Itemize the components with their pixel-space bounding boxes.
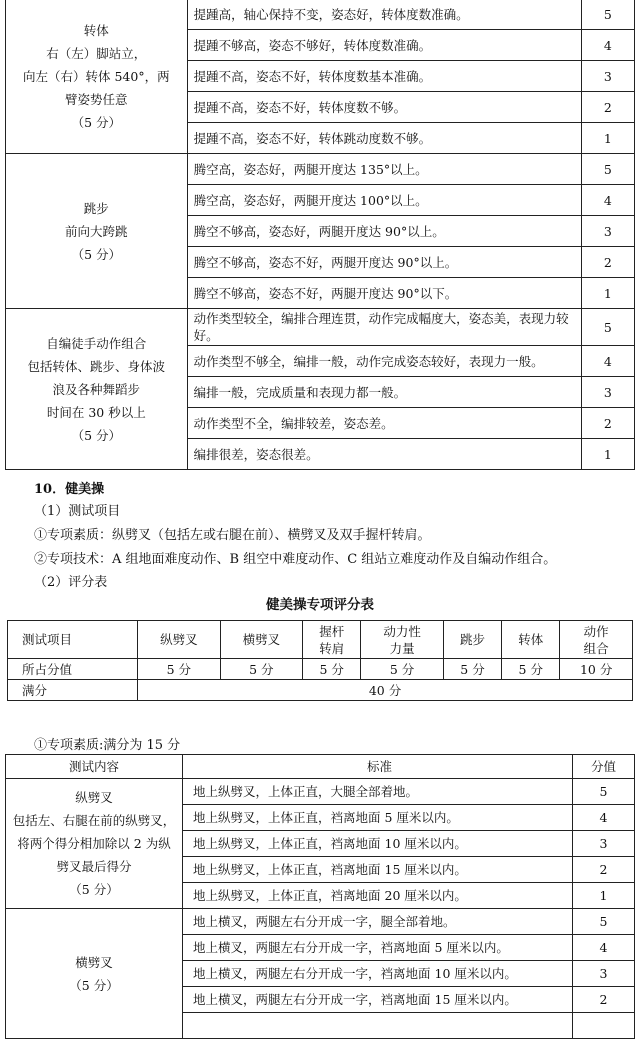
criteria-cell: 地上横叉，两腿左右分开成一字，腿全部着地。 — [183, 909, 573, 935]
criteria-cell: 地上纵劈叉，上体正直，裆离地面 10 厘米以内。 — [183, 831, 573, 857]
table-title: 健美操专项评分表 — [266, 597, 374, 613]
score-cell: 5 — [581, 0, 634, 30]
row-label: 所占分值 — [8, 659, 138, 680]
value-cell: 5 分 — [303, 659, 361, 680]
criteria-cell: 腾空高，姿态好，两腿开度达 100°以上。 — [187, 185, 581, 216]
special-quality-table — [5, 754, 635, 1039]
header-cell: 纵劈叉 — [138, 621, 221, 659]
score-cell: 3 — [573, 961, 635, 987]
score-cell: 4 — [573, 935, 635, 961]
category-cell: 纵劈叉 包括左、右腿在前的纵劈叉， 将两个得分相加除以 2 为纵 劈叉最后得分 （5 分） — [6, 779, 183, 909]
header-cell: 分值 — [573, 755, 635, 779]
criteria-cell: 地上横叉，两腿左右分开成一字，裆离地面 5 厘米以内。 — [183, 935, 573, 961]
category-cell: 自编徒手动作组合 包括转体、跳步、身体波 浪及各种舞蹈步 时间在 30 秒以上 （5 分） — [6, 309, 188, 470]
criteria-cell: 动作类型不全，编排较差，姿态差。 — [187, 408, 581, 439]
criteria-cell: 腾空不够高，姿态好，两腿开度达 90°以上。 — [187, 216, 581, 247]
score-cell: 2 — [581, 408, 634, 439]
criteria-cell: 编排很差，姿态很差。 — [187, 439, 581, 470]
category-cell: 横劈叉 （5 分） — [6, 909, 183, 1039]
special-quality-title: ①专项素质:满分为 15 分 — [34, 738, 181, 753]
criteria-cell: 地上纵劈叉，上体正直，裆离地面 20 厘米以内。 — [183, 883, 573, 909]
value-cell: 5 分 — [502, 659, 560, 680]
criteria-cell: 提踵不够高，姿态不够好，转体度数准确。 — [187, 30, 581, 61]
header-cell: 动力性 力量 — [361, 621, 444, 659]
header-cell: 测试内容 — [6, 755, 183, 779]
score-cell: 3 — [581, 377, 634, 408]
score-cell: 5 — [573, 779, 635, 805]
score-cell: 4 — [581, 30, 634, 61]
score-cell: 2 — [581, 247, 634, 278]
section-heading: 10．健美操 — [34, 482, 105, 497]
criteria-cell: 地上纵劈叉，上体正直，裆离地面 15 厘米以内。 — [183, 857, 573, 883]
score-cell: 3 — [573, 831, 635, 857]
header-cell: 横劈叉 — [220, 621, 303, 659]
criteria-cell: 地上横叉，两腿左右分开成一字，裆离地面 15 厘米以内。 — [183, 987, 573, 1013]
score-cell: 2 — [573, 857, 635, 883]
value-cell: 10 分 — [560, 659, 633, 680]
score-cell: 1 — [581, 123, 634, 154]
category-cell: 跳步 前向大跨跳 （5 分） — [6, 154, 188, 309]
header-cell: 动作 组合 — [560, 621, 633, 659]
total-value: 40 分 — [138, 680, 633, 701]
criteria-cell: 地上纵劈叉，上体正直，裆离地面 5 厘米以内。 — [183, 805, 573, 831]
score-cell: 2 — [573, 987, 635, 1013]
criteria-cell: 提踵高，轴心保持不变，姿态好，转体度数准确。 — [187, 0, 581, 30]
value-cell: 5 分 — [361, 659, 444, 680]
skill-scoring-table — [5, 0, 635, 470]
score-cell: 5 — [581, 154, 634, 185]
criteria-cell: 提踵不高，姿态不好，转体度数不够。 — [187, 92, 581, 123]
score-cell: 2 — [581, 92, 634, 123]
value-cell: 5 分 — [443, 659, 501, 680]
header-cell: 跳步 — [443, 621, 501, 659]
score-cell: 1 — [581, 439, 634, 470]
score-cell: 3 — [581, 216, 634, 247]
subsection-score-table: （2）评分表 — [34, 575, 108, 590]
score-cell: 3 — [581, 61, 634, 92]
score-cell — [573, 1013, 635, 1039]
criteria-cell: 提踵不高，姿态不好，转体跳动度数不够。 — [187, 123, 581, 154]
value-cell: 5 分 — [220, 659, 303, 680]
header-cell: 转体 — [502, 621, 560, 659]
criteria-cell: 地上纵劈叉，上体正直，大腿全部着地。 — [183, 779, 573, 805]
criteria-cell: 动作类型较全，编排合理连贯，动作完成幅度大，姿态美，表现力较好。 — [187, 309, 581, 346]
score-weight-table — [7, 620, 633, 701]
criteria-cell — [183, 1013, 573, 1039]
score-cell: 5 — [573, 909, 635, 935]
criteria-cell: 动作类型不够全，编排一般，动作完成姿态较好，表现力一般。 — [187, 346, 581, 377]
category-cell: 转体 右（左）脚站立， 向左（右）转体 540°，两 臂姿势任意 （5 分） — [6, 0, 188, 154]
score-cell: 4 — [581, 346, 634, 377]
criteria-cell: 腾空不够高，姿态不好，两腿开度达 90°以下。 — [187, 278, 581, 309]
subsection-test-items: （1）测试项目 — [34, 504, 121, 519]
header-cell: 测试项目 — [8, 621, 138, 659]
value-cell: 5 分 — [138, 659, 221, 680]
item-special-technique: ②专项技术：A 组地面难度动作、B 组空中难度动作、C 组站立难度动作及自编动作组合。 — [34, 552, 557, 567]
criteria-cell: 地上横叉，两腿左右分开成一字，裆离地面 10 厘米以内。 — [183, 961, 573, 987]
score-cell: 1 — [573, 883, 635, 909]
score-cell: 1 — [581, 278, 634, 309]
header-cell: 握杆 转肩 — [303, 621, 361, 659]
score-cell: 4 — [573, 805, 635, 831]
criteria-cell: 腾空不够高，姿态不好，两腿开度达 90°以上。 — [187, 247, 581, 278]
score-cell: 4 — [581, 185, 634, 216]
header-cell: 标准 — [183, 755, 573, 779]
criteria-cell: 提踵不高，姿态不好，转体度数基本准确。 — [187, 61, 581, 92]
criteria-cell: 腾空高，姿态好，两腿开度达 135°以上。 — [187, 154, 581, 185]
criteria-cell: 编排一般，完成质量和表现力都一般。 — [187, 377, 581, 408]
item-special-quality: ①专项素质：纵劈叉（包括左或右腿在前）、横劈叉及双手握杆转肩。 — [34, 528, 431, 543]
total-label: 满分 — [8, 680, 138, 701]
score-cell: 5 — [581, 309, 634, 346]
